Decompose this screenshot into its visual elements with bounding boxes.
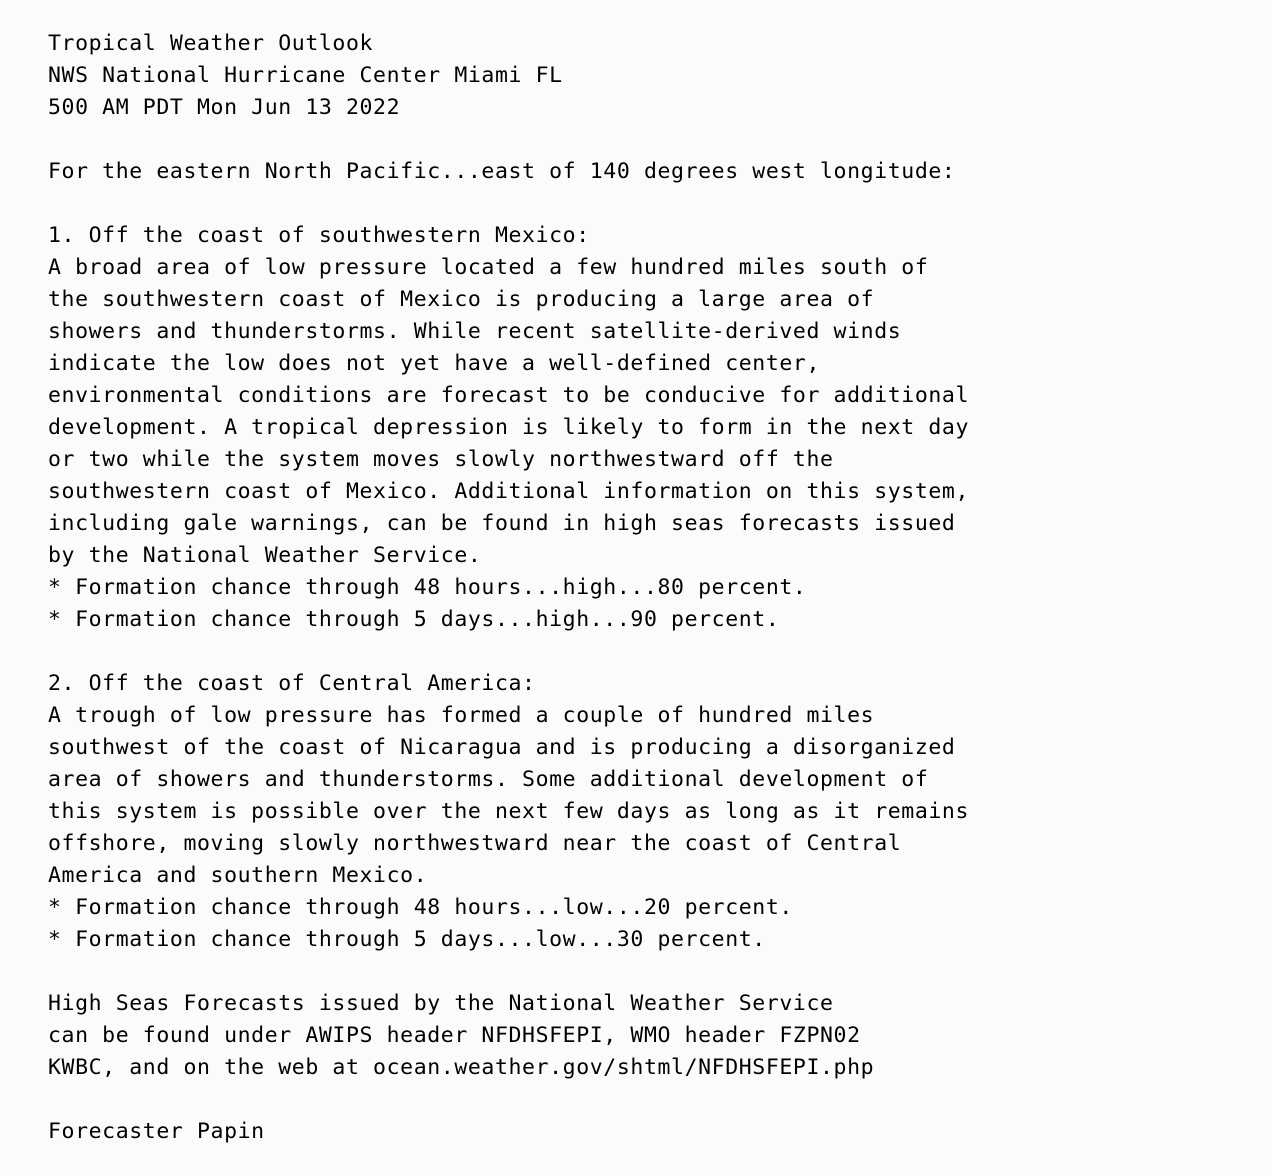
document-title: Tropical Weather Outlook [48,31,374,56]
item-body-line: by the National Weather Service. [48,543,482,568]
issuing-office: NWS National Hurricane Center Miami FL [48,63,563,88]
item-heading: 1. Off the coast of southwestern Mexico: [48,223,590,248]
spacer [48,1084,1272,1116]
formation-chance-48h: * Formation chance through 48 hours...high...80 percent. [48,575,807,600]
item-body-line: including gale warnings, can be found in high seas forecasts issued [48,511,956,536]
outlook-item-2 [48,668,1272,956]
spacer [48,188,1272,220]
spacer [48,956,1272,988]
basin-statement: For the eastern North Pacific...east of 140 degrees west longitude: [48,159,956,184]
item-heading: 2. Off the coast of Central America: [48,671,536,696]
item-body-line: this system is possible over the next few days as long as it remains [48,799,969,824]
high-seas-line: can be found under AWIPS header NFDHSFEPI, WMO header FZPN02 [48,1023,861,1048]
issue-time: 500 AM PDT Mon Jun 13 2022 [48,95,401,120]
item-body-line: showers and thunderstorms. While recent satellite-derived winds [48,319,902,344]
outlook-item-1 [48,220,1272,636]
item-body-line: indicate the low does not yet have a well-defined center, [48,351,821,376]
spacer [48,636,1272,668]
item-body-line: offshore, moving slowly northwestward near the coast of Central [48,831,902,856]
formation-chance-5d: * Formation chance through 5 days...high...90 percent. [48,607,780,632]
high-seas-note [48,988,1272,1084]
item-body-line: A broad area of low pressure located a few hundred miles south of [48,255,929,280]
item-body-line: southwest of the coast of Nicaragua and is producing a disorganized [48,735,956,760]
item-body-line: A trough of low pressure has formed a couple of hundred miles [48,703,875,728]
item-body-line: development. A tropical depression is likely to form in the next day [48,415,969,440]
forecaster-signature: Forecaster Papin [48,1119,265,1144]
spacer [48,124,1272,156]
item-body-line: area of showers and thunderstorms. Some additional development of [48,767,929,792]
item-body-line: or two while the system moves slowly northwestward off the [48,447,834,472]
high-seas-line: KWBC, and on the web at ocean.weather.gov/shtml/NFDHSFEPI.php [48,1055,875,1080]
formation-chance-5d: * Formation chance through 5 days...low...30 percent. [48,927,766,952]
formation-chance-48h: * Formation chance through 48 hours...low...20 percent. [48,895,793,920]
item-body-line: environmental conditions are forecast to be conducive for additional [48,383,969,408]
item-body-line: America and southern Mexico. [48,863,428,888]
item-body-line: southwestern coast of Mexico. Additional information on this system, [48,479,969,504]
high-seas-line: High Seas Forecasts issued by the National Weather Service [48,991,834,1016]
item-body-line: the southwestern coast of Mexico is producing a large area of [48,287,875,312]
